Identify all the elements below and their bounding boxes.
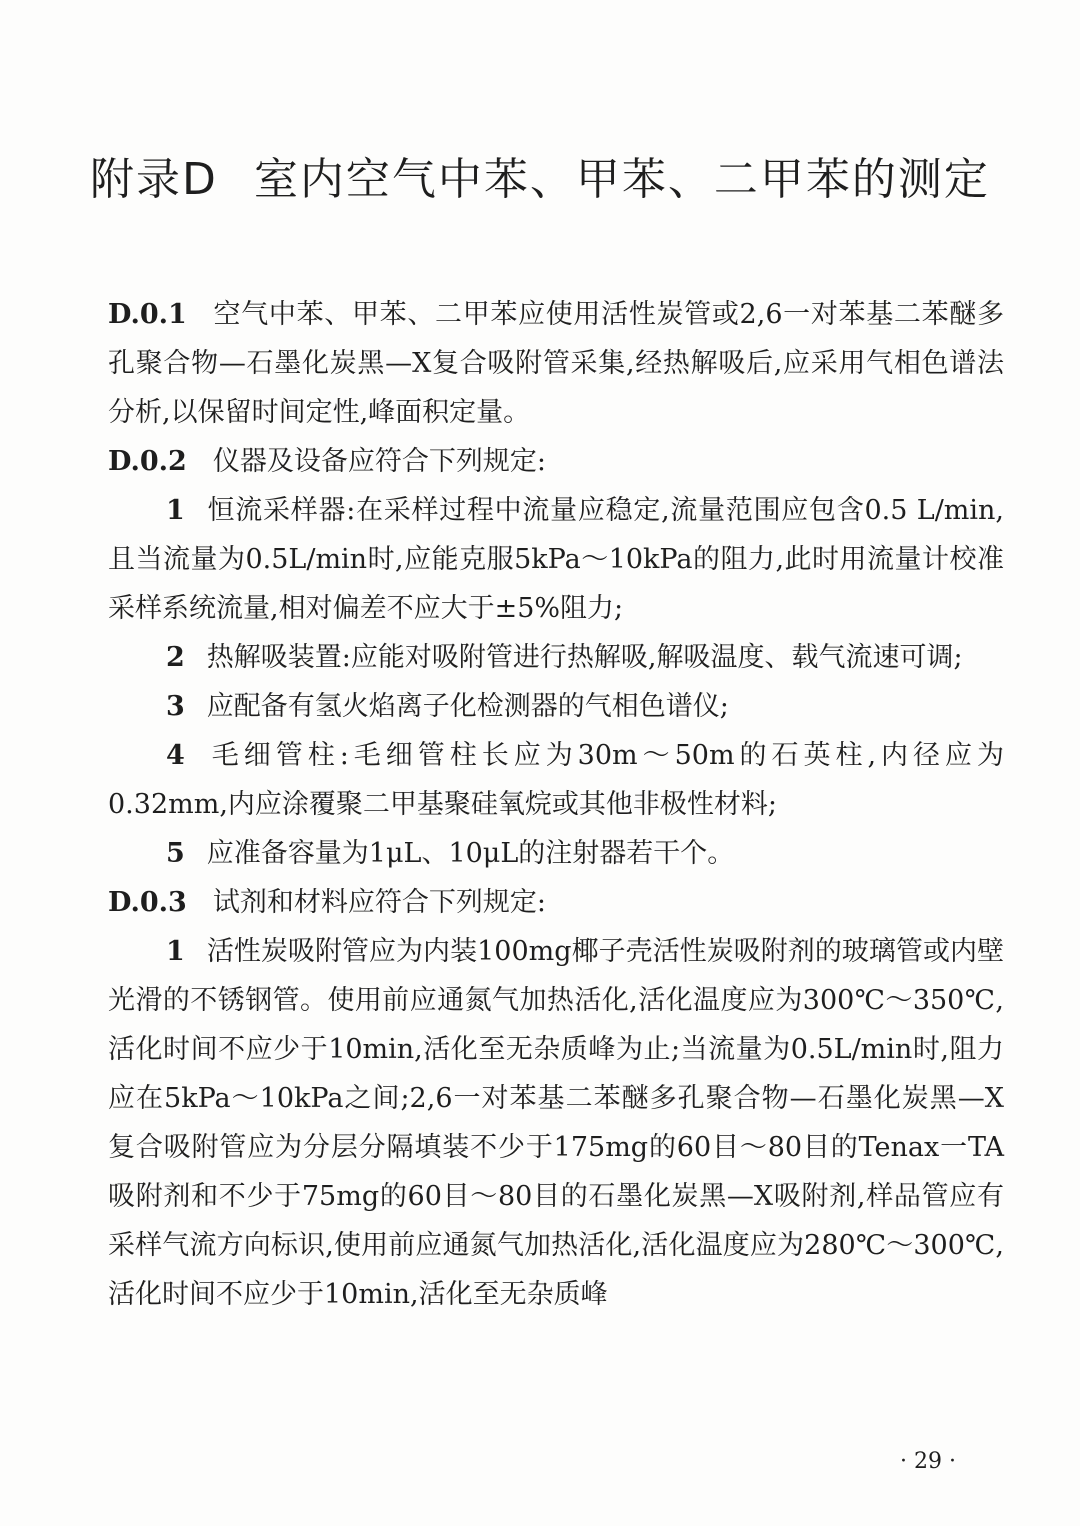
item-text: 恒流采样器:在采样过程中流量应稳定,流量范围应包含0.5 L/min,且当流量为0.5L/min时,应能克服5kPa～10kPa的阻力,此时用流量计校准采样系统流量,相对偏差不应大于±5%阻力; xyxy=(108,495,1004,624)
clause-text: 空气中苯、甲苯、二甲苯应使用活性炭管或2,6一对苯基二苯醚多孔聚合物—石墨化炭黑—X复合吸附管采集,经热解吸后,应采用气相色谱法分析,以保留时间定性,峰面积定量。 xyxy=(108,299,1004,428)
item-number: 3 xyxy=(166,691,185,722)
clause-d01 xyxy=(108,290,1004,437)
appendix-title-text: 室内空气中苯、甲苯、二甲苯的测定 xyxy=(253,154,990,205)
item-number: 1 xyxy=(166,495,185,526)
item-text: 应配备有氢火焰离子化检测器的气相色谱仪; xyxy=(206,691,729,722)
clause-d03 xyxy=(108,878,1004,927)
item-text: 毛细管柱:毛细管柱长应为30m～50m的石英柱,内径应为0.32mm,内应涂覆聚二甲基聚硅氧烷或其他非极性材料; xyxy=(108,740,1004,820)
item-number: 1 xyxy=(166,936,185,967)
item-text: 热解吸装置:应能对吸附管进行热解吸,解吸温度、载气流速可调; xyxy=(206,642,963,673)
item-text: 活性炭吸附管应为内装100mg椰子壳活性炭吸附剂的玻璃管或内壁光滑的不锈钢管。使用前应通氮气加热活化,活化温度应为300℃～350℃,活化时间不应少于10min,活化至无杂质峰为止;当流量为0.5L/min时,阻力应在5kPa～10kPa之间;2,6一对苯基二苯醚多孔聚合物—石墨化炭黑—X复合吸附管应为分层分隔填装不少于175mg的60目～80目的Tenax一TA吸附剂和不少于75mg的60目～80目的石墨化炭黑—X吸附剂,样品管应有采样气流方向标识,使用前应通氮气加热活化,活化温度应为280℃～300℃,活化时间不应少于10min,活化至无杂质峰 xyxy=(108,936,1004,1310)
list-item xyxy=(108,486,1004,633)
item-number: 5 xyxy=(166,838,185,869)
list-item xyxy=(108,731,1004,829)
list-item xyxy=(108,633,1004,682)
page-title xyxy=(0,143,1080,207)
item-text: 应准备容量为1μL、10μL的注射器若干个。 xyxy=(206,838,735,869)
item-number: 2 xyxy=(166,642,185,673)
clause-number: D.0.1 xyxy=(108,299,187,330)
clause-number: D.0.2 xyxy=(108,446,187,477)
page-number: · 29 · xyxy=(900,1449,956,1474)
clause-text: 仪器及设备应符合下列规定: xyxy=(212,446,546,477)
list-item xyxy=(108,682,1004,731)
item-number: 4 xyxy=(166,740,185,771)
document-body xyxy=(108,290,1004,1319)
clause-text: 试剂和材料应符合下列规定: xyxy=(212,887,546,918)
appendix-label: 附录D xyxy=(90,154,218,205)
clause-d02 xyxy=(108,437,1004,486)
clause-number: D.0.3 xyxy=(108,887,187,918)
list-item xyxy=(108,829,1004,878)
list-item xyxy=(108,927,1004,1319)
